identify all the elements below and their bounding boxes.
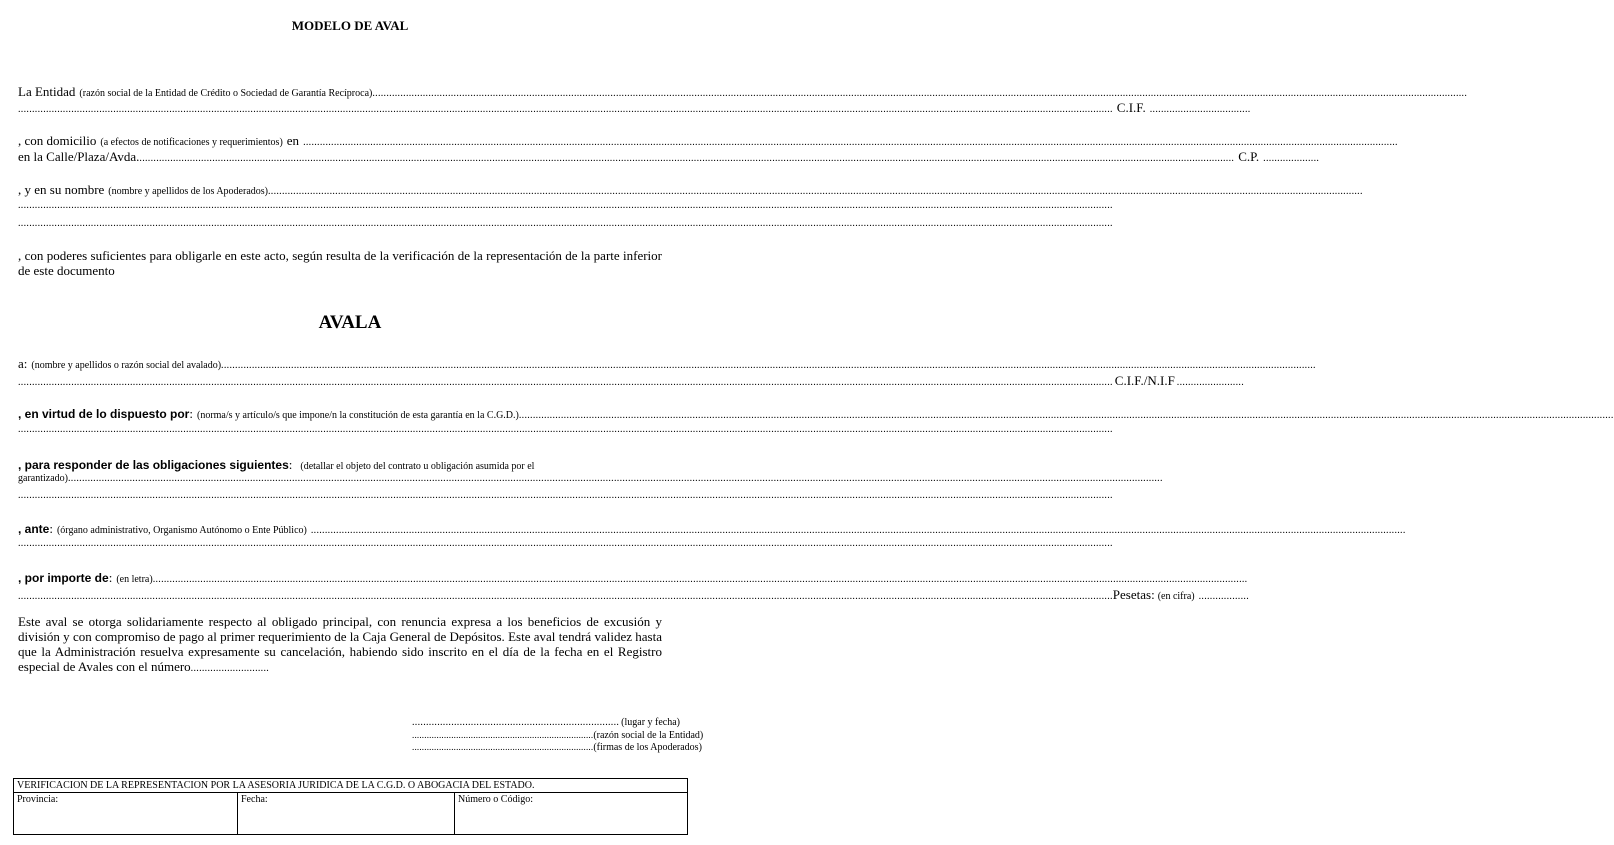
avalado-cif-line [18, 373, 1244, 389]
pesetas-label: Pesetas: [1112, 587, 1155, 602]
virtud-label: , en virtud de lo dispuesto por [18, 407, 190, 421]
avalado-field[interactable] [221, 360, 1316, 371]
calle-field[interactable] [139, 153, 1234, 164]
avalado-line [18, 356, 662, 372]
importe-field[interactable] [153, 574, 1248, 585]
importe-line [18, 570, 662, 586]
ante-line [18, 521, 662, 537]
nif-label: C.I.F./N.I.F [1114, 373, 1175, 388]
responder-line [18, 457, 662, 473]
domicilio-en: en [286, 133, 300, 148]
closing-text: Este aval se otorga solidariamente respecto al obligado principal, con renuncia expresa a los beneficios de excusión y división y con compromiso de pago al primer requerimiento de la Caja General de Depósitos. Este aval tendrá validez hasta que la Administración resuelva expresamente su cancelación, habiendo sido inscrito en el día de la fecha en el Registro especial de Avales con el número [18, 614, 662, 674]
lugar-field[interactable]: .......................................................................... [412, 717, 620, 728]
responder-hint-b: garantizado) [18, 473, 68, 484]
entidad-cont-field[interactable] [18, 104, 1113, 115]
virtud-field[interactable] [519, 410, 1614, 421]
pesetas-hint: (en cifra) [1157, 591, 1195, 602]
domicilio-hint: (a efectos de notificaciones y requerimientos) [100, 137, 283, 148]
nombre-field[interactable] [268, 186, 1363, 197]
nombre-line [18, 182, 662, 198]
entidad-field[interactable] [372, 88, 1467, 99]
verification-header: VERIFICACION DE LA REPRESENTACION POR LA ASESORIA JURIDICA DE LA C.G.D. O ABOGACIA DEL ESTADO. [14, 779, 688, 793]
firmas-label: (firmas de los Apoderados) [593, 742, 702, 753]
cp-field[interactable]: .................... [1263, 153, 1320, 164]
lugar-line [412, 717, 680, 728]
razon-line [412, 730, 704, 741]
avalado-label: a: [18, 356, 28, 371]
ante-label: , ante [18, 522, 50, 536]
razon-label: (razón social de la Entidad) [593, 730, 704, 741]
verification-table [13, 778, 688, 835]
virtud-colon: : [189, 406, 193, 421]
importe-label: , por importe de [18, 571, 109, 585]
importe-hint: (en letra) [116, 574, 153, 585]
calle-line [18, 149, 1320, 165]
ante-cont-line [18, 538, 662, 549]
virtud-cont-line [18, 424, 648, 435]
virtud-line [18, 406, 662, 422]
virtud-hint: (norma/s y artículo/s que impone/n la constitución de esta garantía en la C.G.D.) [196, 410, 519, 421]
numero-cell[interactable] [455, 793, 688, 835]
virtud-field-2[interactable] [18, 424, 1113, 435]
fecha-label: Fecha: [241, 794, 268, 805]
entidad-hint: (razón social de la Entidad de Crédito o Sociedad de Garantía Recíproca) [79, 88, 373, 99]
domicilio-line [18, 133, 662, 149]
nombre-cont-line-2 [18, 218, 648, 229]
numero-label: Número o Código: [458, 794, 533, 805]
cp-label: C.P. [1238, 149, 1260, 164]
closing-paragraph [18, 614, 662, 676]
nombre-label: , y en su nombre [18, 182, 105, 197]
responder-line-2 [18, 473, 662, 484]
responder-field-2[interactable] [18, 490, 1113, 501]
nif-field[interactable]: ........................ [1176, 377, 1244, 388]
entidad-cif-line [18, 100, 1251, 116]
responder-label: , para responder de las obligaciones siguientes [18, 458, 289, 472]
nombre-field-3[interactable] [18, 218, 1113, 229]
domicilio-field[interactable] [303, 137, 1398, 148]
calle-label: en la Calle/Plaza/Avda. [18, 149, 140, 164]
ante-field-2[interactable] [18, 538, 1113, 549]
nombre-cont-line-1 [18, 200, 648, 211]
ante-colon: : [49, 521, 53, 536]
responder-cont-line [18, 490, 590, 501]
provincia-label: Provincia: [17, 794, 59, 805]
ante-field[interactable] [311, 525, 1406, 536]
entidad-line [18, 84, 662, 100]
avala-heading: AVALA [318, 312, 382, 333]
pesetas-field[interactable]: .................. [1198, 591, 1250, 602]
entidad-label: La Entidad [18, 84, 76, 99]
page-title: MODELO DE AVAL [291, 18, 409, 33]
responder-field[interactable] [68, 473, 1163, 484]
provincia-cell[interactable] [14, 793, 238, 835]
lugar-label: (lugar y fecha) [621, 717, 680, 728]
pesetas-line [18, 587, 1250, 603]
domicilio-label: , con domicilio [18, 133, 97, 148]
importe-cont-field[interactable] [18, 591, 1113, 602]
nombre-field-2[interactable] [18, 200, 1113, 211]
cif-field[interactable]: .................................... [1149, 104, 1251, 115]
razon-field[interactable]: .......................................................................... [412, 730, 594, 740]
importe-colon: : [108, 570, 113, 585]
numero-field[interactable]: ............................ [190, 663, 270, 674]
nombre-hint: (nombre y apellidos de los Apoderados) [108, 186, 268, 197]
fecha-cell[interactable] [238, 793, 455, 835]
cif-label: C.I.F. [1116, 100, 1146, 115]
avalado-hint: (nombre y apellidos o razón social del avalado) [31, 360, 222, 371]
firmas-field[interactable]: .......................................................................... [412, 742, 594, 752]
responder-hint-a: (detallar el objeto del contrato u obligación asumida por el [300, 461, 535, 472]
avalado-cont-field[interactable] [18, 377, 1113, 388]
ante-hint: (órgano administrativo, Organismo Autónomo o Ente Público) [56, 525, 307, 536]
firmas-line [412, 742, 702, 753]
responder-colon: : [288, 457, 293, 472]
poderes-paragraph: , con poderes suficientes para obligarle en este acto, según resulta de la verificación de la representación de la parte inferior de este documento [18, 248, 662, 278]
